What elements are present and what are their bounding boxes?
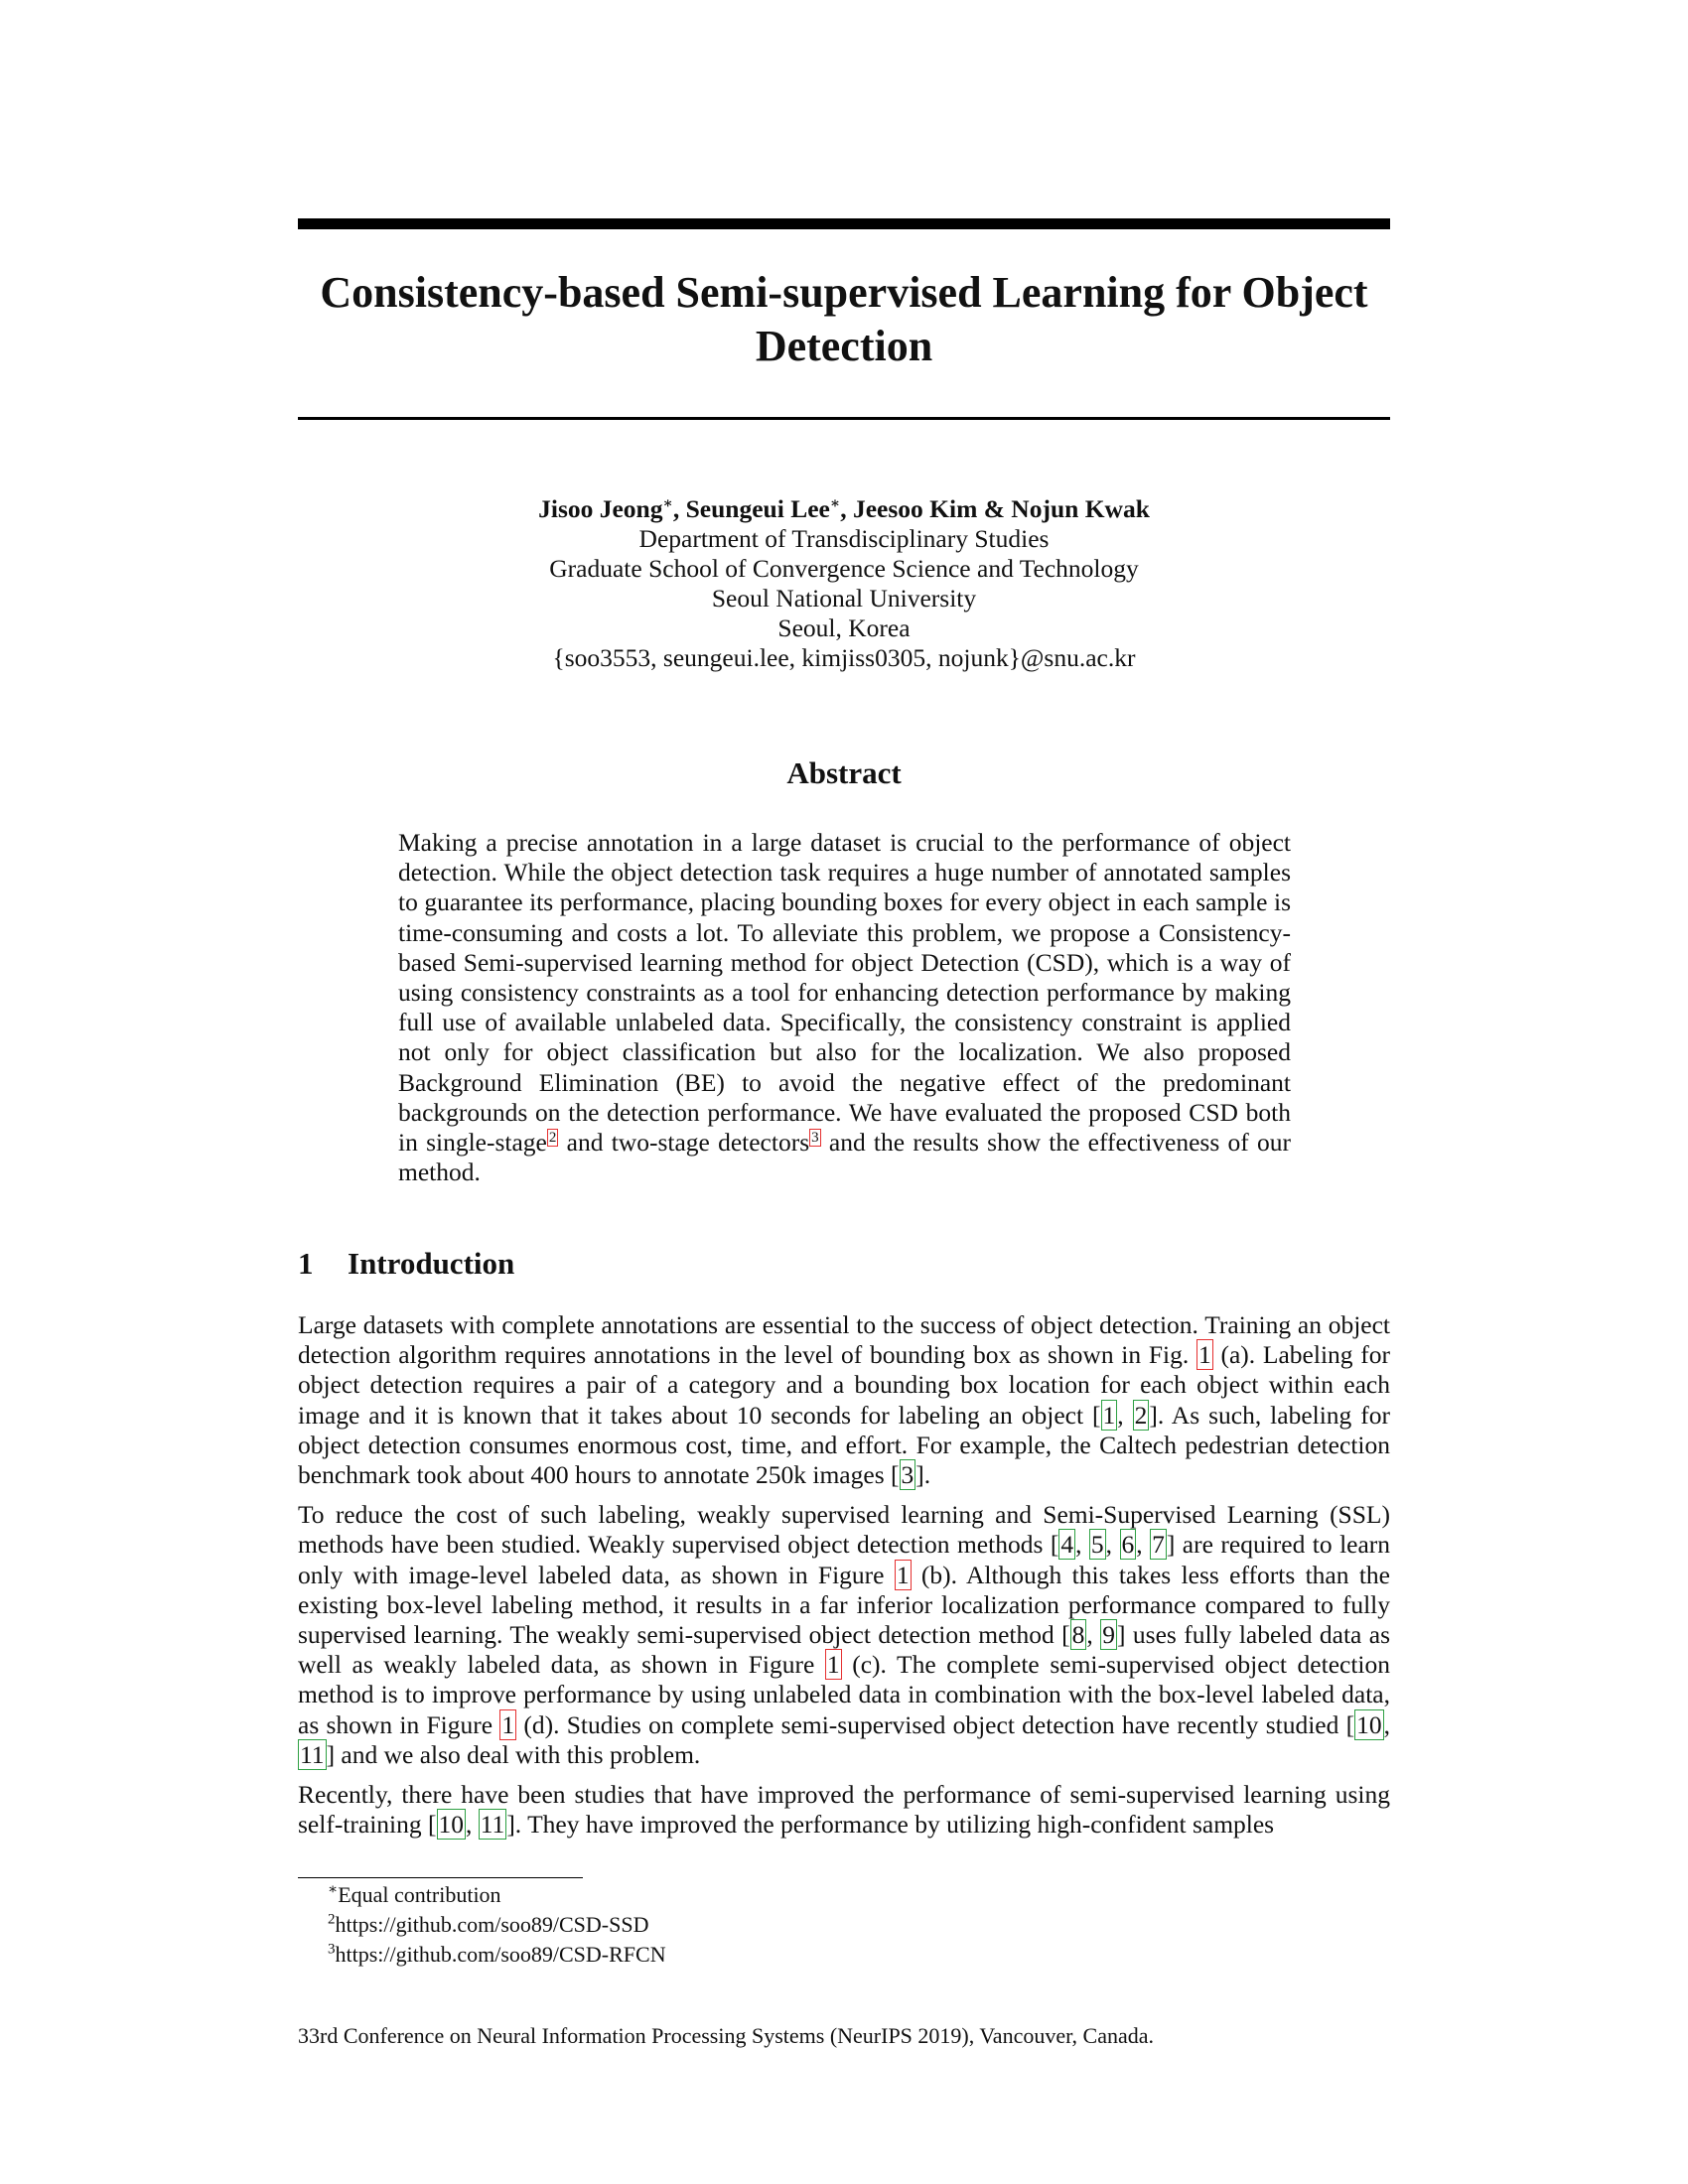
- author-name: Jisoo Jeong: [538, 494, 663, 523]
- citation-link[interactable]: 9: [1102, 1620, 1115, 1650]
- text-run: ,: [1075, 1530, 1089, 1560]
- text-run: (b). Although this takes less efforts than the existing box-level labeling method, it results in a far inferior localization performance compared to fully supervised learning. The weakly semi-supervised object detection method [: [298, 1560, 1390, 1650]
- figure-ref[interactable]: 1: [826, 1650, 840, 1680]
- footnote-url[interactable]: https://github.com/soo89/CSD-RFCN: [335, 1942, 666, 1967]
- footnote-ref[interactable]: 2: [548, 1129, 557, 1146]
- footnote-ref[interactable]: 3: [811, 1129, 819, 1146]
- intro-paragraph-3: [298, 1780, 1390, 1840]
- affiliation-school: Graduate School of Convergence Science and Technology: [549, 554, 1139, 583]
- citation-link[interactable]: 8: [1071, 1620, 1085, 1650]
- author-block: [298, 494, 1390, 673]
- equal-contribution-mark: ∗: [662, 495, 673, 512]
- citation-link[interactable]: 11: [480, 1810, 505, 1840]
- text-run: ] and we also deal with this problem.: [326, 1739, 701, 1769]
- footnotes: [328, 1880, 666, 1970]
- affiliation-university: Seoul National University: [711, 584, 977, 613]
- abstract-text-run: and two-stage detectors: [558, 1128, 810, 1158]
- abstract-text-run: Making a precise annotation in a large dataset is crucial to the performance of object detection. While the object detection task requires a huge number of annotated samples to guarantee its performance, placing bounding boxes for every object in each sample is time-consuming and costs a lot. To alleviate this problem, we propose a Consistency-based Semi-supervised learning method for object Detection (CSD), which is a way of using consistency constraints as a tool for enhancing detection performance by making full use of available unlabeled data. Specifically, the consistency constraint is applied not only for object classification but also for the localization. We also proposed Background Elimination (BE) to avoid the negative effect of the predominant backgrounds on the detection performance. We have evaluated the proposed CSD both in single-stage: [398, 828, 1291, 1158]
- intro-paragraph-2: [298, 1500, 1390, 1770]
- footnote-mark: ∗: [328, 1881, 339, 1898]
- equal-contribution-mark: ∗: [829, 495, 841, 512]
- footnote-mark: 3: [328, 1941, 336, 1958]
- footnote-rule: [298, 1877, 583, 1878]
- citation-link[interactable]: 11: [300, 1739, 325, 1769]
- text-run: ,: [1117, 1400, 1133, 1430]
- section-body: [298, 1310, 1390, 1849]
- author-names: [298, 494, 1390, 524]
- text-run: To reduce the cost of such labeling, weakly supervised learning and Semi-Supervised Learning (SSL) methods have been studied. Weakly supervised object detection methods [: [298, 1500, 1390, 1560]
- citation-link[interactable]: 5: [1090, 1530, 1104, 1560]
- footnote-mark: 2: [328, 1911, 336, 1928]
- text-run: (a). Labeling for object detection requires a pair of a category and a bounding box location for each object within each image and it is known that it takes about 10 seconds for labeling an object [: [298, 1340, 1390, 1430]
- text-run: ]. They have improved the performance by utilizing high-confident samples: [506, 1810, 1275, 1840]
- text-run: ] uses fully labeled data as well as weakly labeled data, as shown in Figure: [298, 1620, 1391, 1680]
- abstract-text-run: and the results show the effectiveness of our method.: [398, 1128, 1291, 1187]
- title-top-rule: [298, 218, 1390, 229]
- footnote-csd-rfcn: [328, 1940, 666, 1970]
- section-heading: [298, 1245, 514, 1283]
- text-run: ,: [1383, 1709, 1391, 1739]
- footnote-text: Equal contribution: [338, 1882, 501, 1907]
- text-run: ,: [466, 1810, 479, 1840]
- section-title: Introduction: [348, 1246, 515, 1281]
- footnote-csd-ssd: [328, 1910, 666, 1940]
- text-run: ,: [1136, 1530, 1151, 1560]
- venue-footer: 33rd Conference on Neural Information Processing Systems (NeurIPS 2019), Vancouver, Canada.: [298, 2023, 1155, 2048]
- citation-link[interactable]: 6: [1121, 1530, 1135, 1560]
- intro-paragraph-1: [298, 1310, 1390, 1490]
- text-run: ] are required to learn only with image-level labeled data, as shown in Figure: [298, 1530, 1391, 1589]
- figure-ref[interactable]: 1: [1198, 1340, 1211, 1370]
- citation-link[interactable]: 10: [438, 1810, 464, 1840]
- text-run: (d). Studies on complete semi-supervised object detection have recently studied [: [516, 1709, 1355, 1739]
- abstract-heading: Abstract: [786, 755, 902, 790]
- figure-ref[interactable]: 1: [501, 1709, 515, 1739]
- text-run: ]. As such, labeling for object detection consumes enormous cost, time, and effort. For example, the Caltech pedestrian detection benchmark took about 400 hours to annotate 250k images [: [298, 1400, 1390, 1490]
- figure-ref[interactable]: 1: [896, 1560, 910, 1589]
- section-number: 1: [298, 1246, 314, 1281]
- author-separator: ,: [840, 494, 853, 523]
- citation-link[interactable]: 3: [901, 1460, 914, 1490]
- citation-link[interactable]: 1: [1102, 1400, 1116, 1430]
- author-emails: {soo3553, seungeui.lee, kimjiss0305, nojunk}@snu.ac.kr: [552, 643, 1136, 672]
- author-separator: ,: [672, 494, 686, 523]
- abstract-text: [398, 828, 1291, 1187]
- text-run: ,: [1086, 1620, 1101, 1650]
- citation-link[interactable]: 10: [1356, 1709, 1382, 1739]
- footnote-url[interactable]: https://github.com/soo89/CSD-SSD: [335, 1912, 649, 1937]
- citation-link[interactable]: 4: [1060, 1530, 1074, 1560]
- text-run: ].: [915, 1460, 931, 1490]
- citation-link[interactable]: 7: [1152, 1530, 1165, 1560]
- text-run: Large datasets with complete annotations are essential to the success of object detection. Training an object detection algorithm requires annotations in the level of bounding box as shown in Fig.: [298, 1310, 1390, 1370]
- author-name: Jeesoo Kim & Nojun Kwak: [852, 494, 1150, 523]
- citation-link[interactable]: 2: [1134, 1400, 1148, 1430]
- title-bottom-rule: [298, 417, 1390, 420]
- text-run: (c). The complete semi-supervised object detection method is to improve performance by using unlabeled data in combination with the box-level labeled data, as shown in Figure: [298, 1650, 1391, 1739]
- affiliation-location: Seoul, Korea: [777, 614, 911, 642]
- text-run: Recently, there have been studies that have improved the performance of semi-supervised learning using self-training [: [298, 1780, 1390, 1840]
- paper-title: Consistency-based Semi-supervised Learning for Object Detection: [320, 268, 1368, 370]
- affiliation-department: Department of Transdisciplinary Studies: [638, 524, 1050, 553]
- author-name: Seungeui Lee: [685, 494, 830, 523]
- text-run: ,: [1105, 1530, 1120, 1560]
- footnote-equal-contribution: [328, 1880, 666, 1910]
